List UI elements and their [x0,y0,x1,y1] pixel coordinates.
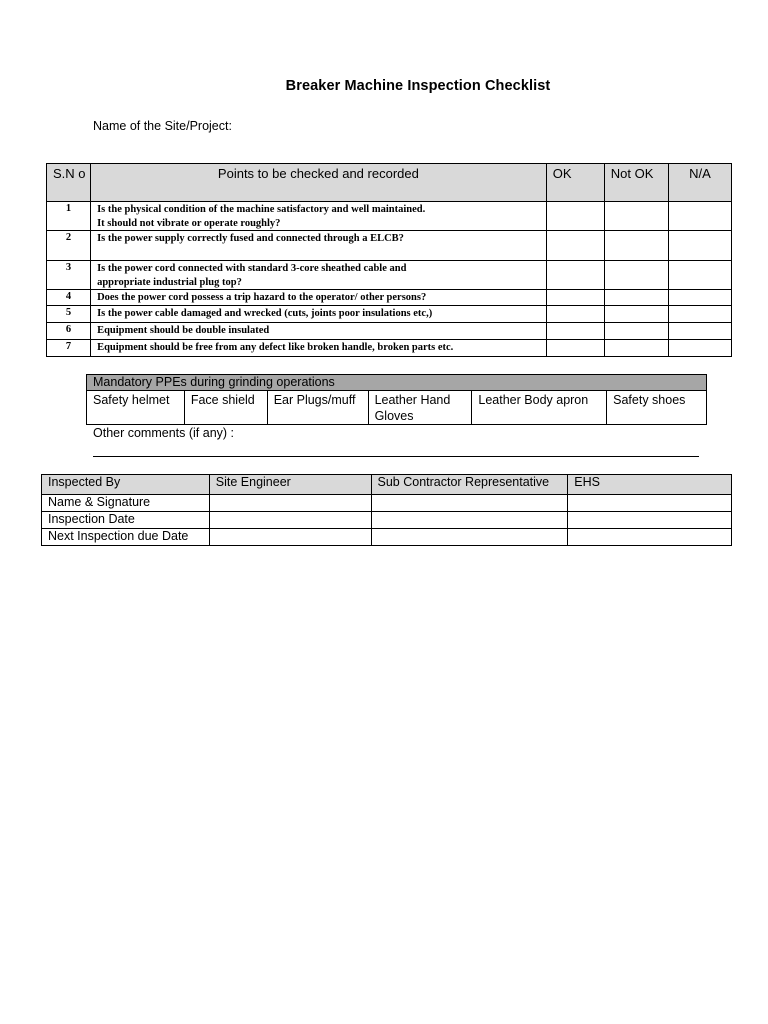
check-point-line: It should not vibrate or operate roughly? [97,217,281,229]
signoff-cell[interactable] [209,495,371,512]
na-cell[interactable] [668,306,731,323]
ok-cell[interactable] [546,340,604,357]
check-point: Equipment should be free from any defect like broken handle, broken parts etc. [91,340,547,357]
ok-cell[interactable] [546,202,604,231]
row-number: 4 [47,290,91,306]
signoff-cell[interactable] [209,512,371,529]
ok-cell[interactable] [546,323,604,340]
check-point: Is the power cable damaged and wrecked (cuts, joints poor insulations etc,) [91,306,547,323]
na-cell[interactable] [668,202,731,231]
row-number: 5 [47,306,91,323]
check-point: Does the power cord possess a trip hazard to the operator/ other persons? [91,290,547,306]
na-cell[interactable] [668,340,731,357]
row-label: Name & Signature [42,495,210,512]
check-point: Equipment should be double insulated [91,323,547,340]
na-cell[interactable] [668,231,731,261]
ppe-item: Ear Plugs/muff [267,391,368,425]
table-row [47,340,732,357]
row-number: 6 [47,323,91,340]
not-ok-cell[interactable] [604,323,668,340]
na-cell[interactable] [668,261,731,290]
header-na: N/A [668,164,731,202]
header-not-ok: Not OK [604,164,668,202]
header-ehs: EHS [568,475,732,495]
ppe-item: Safety helmet [87,391,185,425]
row-number: 3 [47,261,91,290]
ppe-header-row [87,375,707,391]
not-ok-cell[interactable] [604,290,668,306]
not-ok-cell[interactable] [604,231,668,261]
check-point [91,202,547,231]
not-ok-cell[interactable] [604,202,668,231]
table-row [47,323,732,340]
signoff-table [41,474,732,546]
row-number: 1 [47,202,91,231]
table-row [47,202,732,231]
header-sub-contractor: Sub Contractor Representative [371,475,568,495]
table-row [47,306,732,323]
check-point-line: Is the power cord connected with standard 3-core sheathed cable and [97,263,407,274]
signoff-cell[interactable] [371,529,568,546]
checklist-header-row [47,164,732,202]
page-title: Breaker Machine Inspection Checklist [285,78,551,94]
table-row [47,231,732,261]
table-row [47,261,732,290]
header-sno: S.N o [47,164,91,202]
not-ok-cell[interactable] [604,340,668,357]
row-number: 7 [47,340,91,357]
row-label: Next Inspection due Date [42,529,210,546]
not-ok-cell[interactable] [604,261,668,290]
check-point-line: appropriate industrial plug top? [97,276,242,288]
check-point [91,261,547,290]
signoff-cell[interactable] [371,495,568,512]
ppe-item: Leather Hand Gloves [368,391,472,425]
checklist-table [46,163,732,357]
header-points: Points to be checked and recorded [91,164,547,202]
check-point: Is the power supply correctly fused and connected through a ELCB? [91,231,547,261]
header-ok: OK [546,164,604,202]
ok-cell[interactable] [546,261,604,290]
signoff-cell[interactable] [568,512,732,529]
ppe-item: Face shield [184,391,267,425]
ppe-item: Safety shoes [607,391,707,425]
site-project-label: Name of the Site/Project: [93,119,232,133]
ok-cell[interactable] [546,290,604,306]
signoff-header-row [42,475,732,495]
table-row [42,495,732,512]
other-comments-label: Other comments (if any) : [93,426,235,440]
ok-cell[interactable] [546,231,604,261]
row-label: Inspection Date [42,512,210,529]
signoff-cell[interactable] [568,529,732,546]
signoff-cell[interactable] [568,495,732,512]
check-point-line: Is the physical condition of the machine satisfactory and well maintained. [97,204,426,215]
comments-line[interactable] [93,456,699,457]
ppe-item: Leather Body apron [472,391,607,425]
table-row [42,529,732,546]
na-cell[interactable] [668,323,731,340]
header-inspected-by: Inspected By [42,475,210,495]
signoff-cell[interactable] [371,512,568,529]
table-row [47,290,732,306]
row-number: 2 [47,231,91,261]
not-ok-cell[interactable] [604,306,668,323]
ok-cell[interactable] [546,306,604,323]
table-row [42,512,732,529]
ppe-table [86,374,707,425]
header-site-engineer: Site Engineer [209,475,371,495]
ppe-header: Mandatory PPEs during grinding operations [87,375,707,391]
ppe-items-row [87,391,707,425]
na-cell[interactable] [668,290,731,306]
signoff-cell[interactable] [209,529,371,546]
